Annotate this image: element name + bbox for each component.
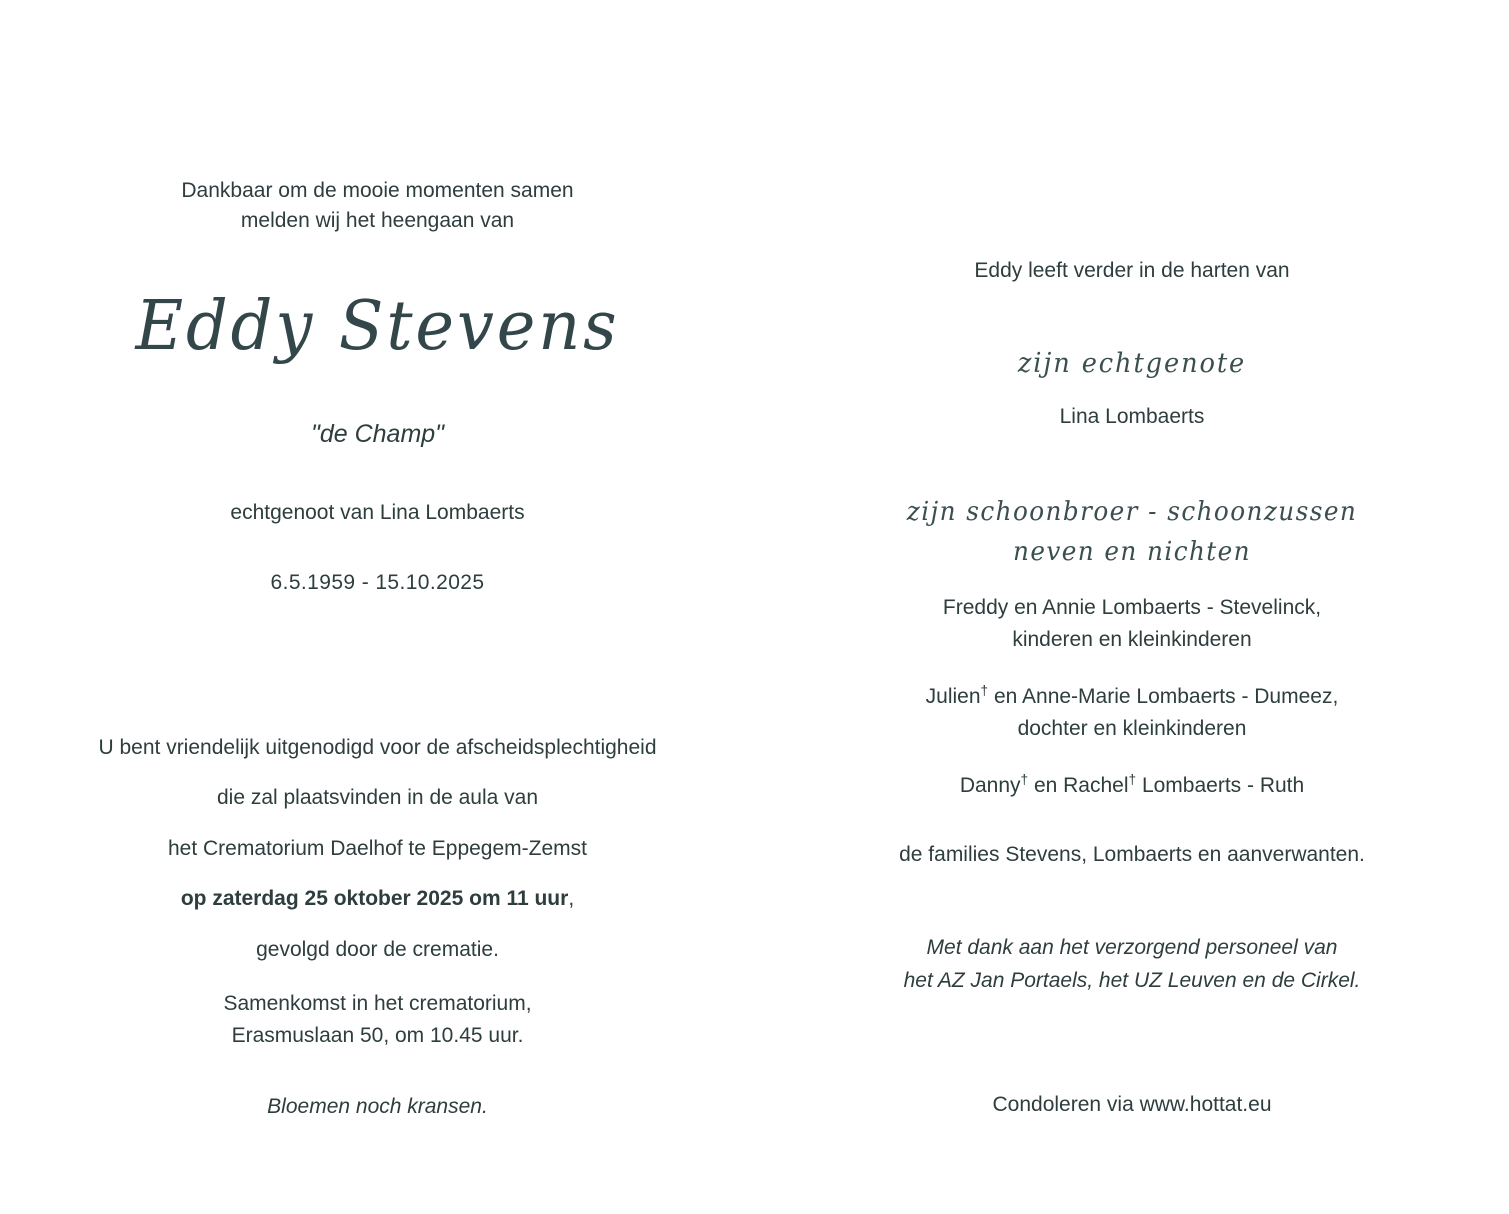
- thanks-block: [755, 932, 1509, 997]
- gathering-block: [0, 988, 755, 1051]
- family-group: [755, 770, 1509, 802]
- intro-line-1: Dankbaar om de mooie momenten samen: [181, 179, 574, 202]
- families-line: de families Stevens, Lombaerts en aanverwanten.: [899, 843, 1365, 866]
- right-panel: [755, 0, 1509, 1214]
- condolence-line: Condoleren via www.hottat.eu: [992, 1093, 1272, 1116]
- ceremony-block: [0, 733, 755, 965]
- flowers-note: Bloemen noch kransen.: [267, 1095, 488, 1118]
- script-family-line-1: zijn schoonbroer - schoonzussen: [906, 497, 1358, 527]
- ceremony-line-2: die zal plaatsvinden in de aula van: [216, 786, 539, 810]
- family-line: Freddy en Annie Lombaerts - Stevelinck,: [942, 596, 1322, 619]
- script-family-line-2: neven en nichten: [1012, 537, 1252, 568]
- family-name-part: Julien: [925, 685, 981, 708]
- intro-block: [0, 176, 755, 237]
- thanks-line-2: het AZ Jan Portaels, het UZ Leuven en de Cirkel.: [903, 968, 1361, 992]
- family-name-part: en Anne-Marie Lombaerts - Dumeez,: [988, 685, 1339, 708]
- ceremony-line-5: gevolgd door de crematie.: [256, 937, 499, 961]
- family-group: [755, 592, 1509, 655]
- ceremony-datetime: op zaterdag 25 oktober 2025 om 11 uur: [180, 887, 569, 911]
- family-name-part: Lombaerts - Ruth: [1136, 774, 1305, 797]
- script-label-family: [774, 492, 1490, 573]
- family-line: [755, 681, 1509, 713]
- hearts-line: Eddy leeft verder in de harten van: [974, 259, 1290, 282]
- ceremony-line-1: U bent vriendelijk uitgenodigd voor de afscheidsplechtigheid: [98, 736, 657, 759]
- script-label-wife: zijn echtgenote: [1017, 348, 1247, 379]
- ceremony-line-4: [0, 884, 755, 914]
- family-line: dochter en kleinkinderen: [1017, 716, 1247, 740]
- deceased-nickname: "de Champ": [310, 420, 445, 448]
- family-line: kinderen en kleinkinderen: [1012, 627, 1252, 651]
- intro-line-2: melden wij het heengaan van: [240, 209, 515, 233]
- life-dates: 6.5.1959 - 15.10.2025: [270, 571, 485, 594]
- gathering-line-2: Erasmuslaan 50, om 10.45 uur.: [231, 1023, 524, 1047]
- gathering-line-1: Samenkomst in het crematorium,: [223, 992, 532, 1015]
- dagger-symbol: †: [980, 683, 989, 698]
- spouse-line: echtgenoot van Lina Lombaerts: [230, 501, 525, 524]
- family-group: [755, 681, 1509, 744]
- ceremony-line-3: het Crematorium Daelhof te Eppegem-Zemst: [167, 836, 587, 860]
- dagger-symbol: †: [1128, 772, 1137, 787]
- dagger-symbol: †: [1020, 772, 1029, 787]
- family-name-part: Danny: [959, 774, 1021, 797]
- family-list: [755, 592, 1509, 802]
- deceased-name: Eddy Stevens: [135, 287, 620, 366]
- thanks-line-1: Met dank aan het verzorgend personeel van: [926, 936, 1338, 959]
- ceremony-datetime-tail: ,: [568, 887, 575, 911]
- family-name-part: en Rachel: [1028, 774, 1129, 797]
- wife-name: Lina Lombaerts: [1059, 405, 1205, 428]
- family-line: [755, 770, 1509, 802]
